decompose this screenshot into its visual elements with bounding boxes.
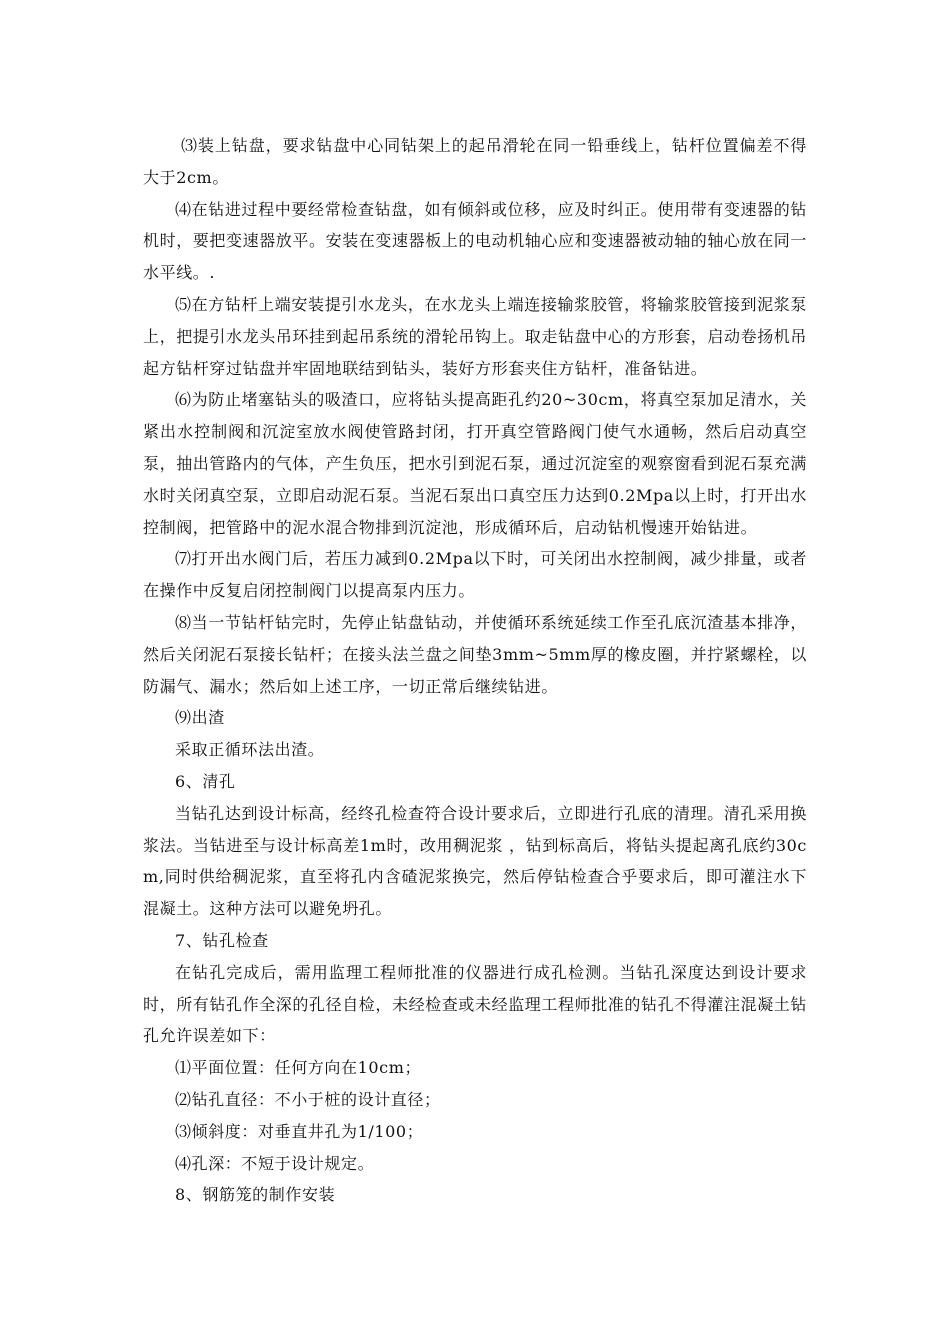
paragraph-clean-hole: 当钻孔达到设计标高，经终孔检查符合设计要求后，立即进行孔底的清理。清孔采用换浆法。当钻进至与设计标高差1m时，改用稠泥浆 ，钻到标高后，将钻头提起离孔底约30cm,同时供给稠泥浆，直至将孔内含碴泥浆换完，然后停钻检查合乎要求后，即可灌注水下混凝土。这种方法可以避免坍孔。 <box>143 803 807 919</box>
paragraph-step-5: ⑸在方钻杆上端安装提引水龙头，在水龙头上端连接输浆胶管，将输浆胶管接到泥浆泵上，把提引水龙头吊环挂到起吊系统的滑轮吊钩上。取走钻盘中心的方形套，启动卷扬机吊起方钻杆穿过钻盘并牢固地联结到钻头，装好方形套夹住方钻杆，准备钻进。 <box>143 294 808 378</box>
tolerance-item-position: ⑴平面位置：任何方向在10cm； <box>175 1058 422 1078</box>
tolerance-item-inclination: ⑶倾斜度：对垂直井孔为1/100； <box>175 1121 424 1141</box>
section-heading-hole-inspection: 7、钻孔检查 <box>175 930 269 950</box>
paragraph-slag-method: 采取正循环法出渣。 <box>175 740 325 760</box>
paragraph-step-9-heading: ⑼出渣 <box>175 708 225 728</box>
paragraph-step-8: ⑻当一节钻杆钻完时，先停止钻盘钻动，并使循环系统延续工作至孔底沉渣基本排净，然后关闭泥石泵接长钻杆；在接头法兰盘之间垫3mm~5mm厚的橡皮圈，并拧紧螺栓，以防漏气、漏水；然后如上述工序，一切正常后继续钻进。 <box>143 612 807 696</box>
document-body <box>143 130 807 1211</box>
tolerance-item-depth: ⑷孔深：不短于设计规定。 <box>175 1153 375 1173</box>
paragraph-step-7: ⑺打开出水阀门后，若压力减到0.2Mpa以下时，可关闭出水控制阀，减少排量，或者在操作中反复启闭控制阀门以提高泵内压力。 <box>143 549 807 601</box>
tolerance-item-diameter: ⑵钻孔直径：不小于桩的设计直径； <box>175 1089 441 1109</box>
section-heading-rebar-cage: 8、钢筋笼的制作安装 <box>175 1185 336 1205</box>
paragraph-hole-inspection: 在钻孔完成后，需用监理工程师批准的仪器进行成孔检测。当钻孔深度达到设计要求时，所有钻孔作全深的孔径自检，未经检查或未经监理工程师批准的钻孔不得灌注混凝土钻孔允许误差如下： <box>143 962 808 1046</box>
paragraph-step-6: ⑹为防止堵塞钻头的吸渣口，应将钻头提高距孔约20~30cm，将真空泵加足清水，关紧出水控制阀和沉淀室放水阀使管路封闭，打开真空管路阀门使气水通畅，然后启动真空泵，抽出管路内的气体，产生负压，把水引到泥石泵，通过沉淀室的观察窗看到泥石泵充满水时关闭真空泵，立即启动泥石泵。当泥石泵出口真空压力达到0.2Mpa以上时，打开出水控制阀，把管路中的泥水混合物排到沉淀池，形成循环后，启动钻机慢速开始钻进。 <box>143 390 808 537</box>
section-heading-clean-hole: 6、清孔 <box>175 771 236 791</box>
paragraph-step-3: ⑶装上钻盘，要求钻盘中心同钻架上的起吊滑轮在同一铅垂线上，钻杆位置偏差不得大于2cm。 <box>143 136 807 187</box>
paragraph-step-4: ⑷在钻进过程中要经常检查钻盘，如有倾斜或位移，应及时纠正。使用带有变速器的钻机时，要把变速器放平。安装在变速器板上的电动机轴心应和变速器被动轴的轴心放在同一水平线。. <box>143 199 808 283</box>
